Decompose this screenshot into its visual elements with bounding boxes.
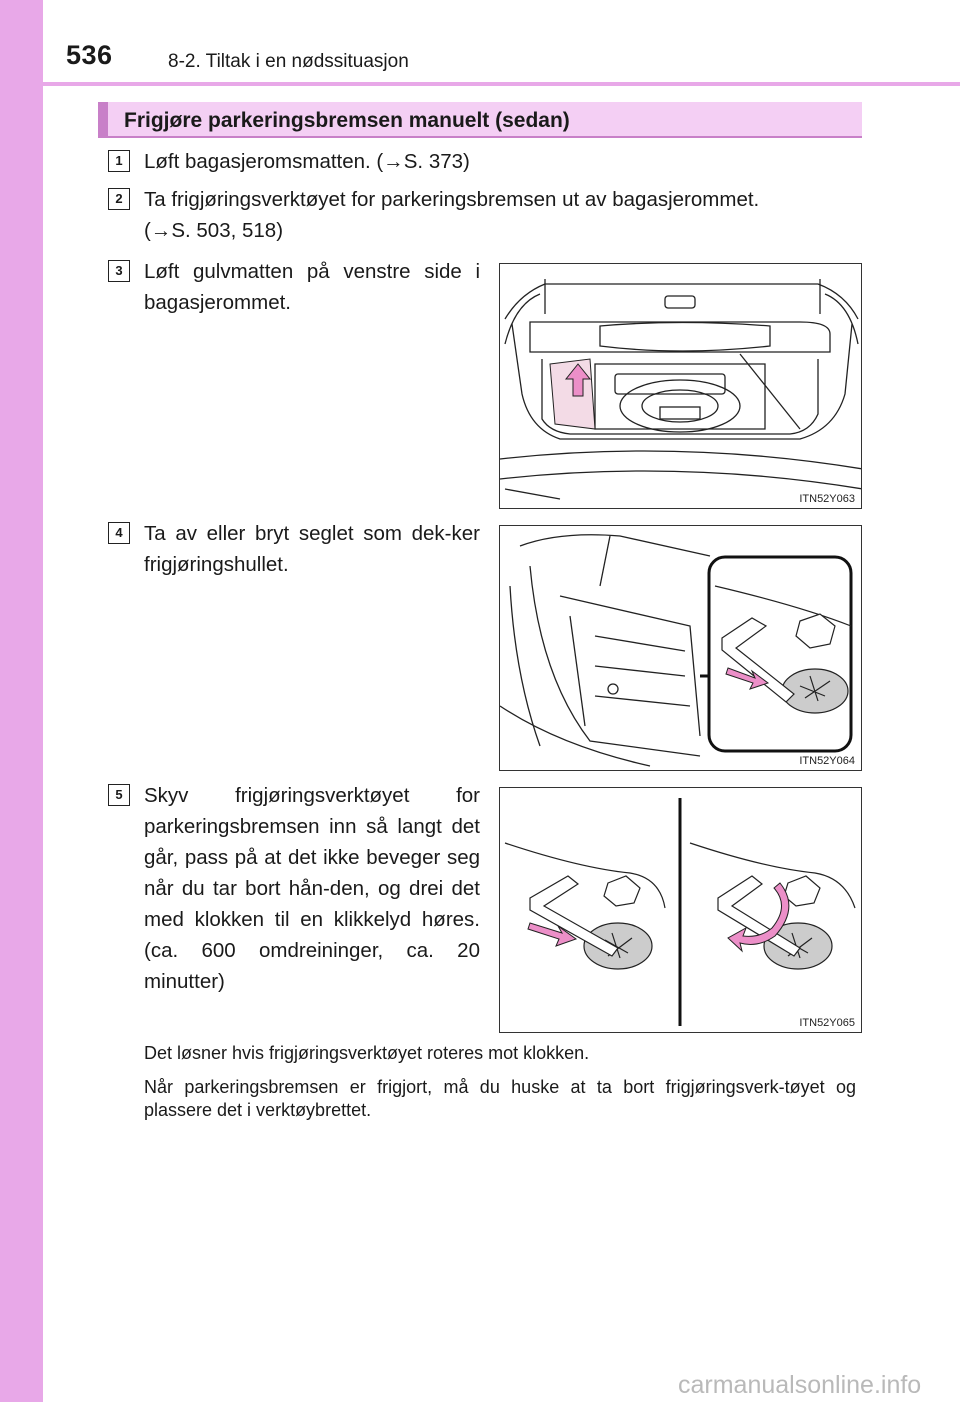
step-text-2-line-1: Ta frigjøringsverktøyet for parkeringsbremsen ut av bagasjerommet.	[144, 188, 760, 211]
procedure-title-box	[98, 102, 862, 138]
figure-trunk-floor	[499, 263, 862, 509]
procedure-title: Frigjøre parkeringsbremsen manuelt (sedan)	[124, 109, 570, 132]
step-number-3: 3	[108, 260, 130, 282]
figure-code-3: ITN52Y065	[799, 1017, 855, 1029]
step-text-5: Skyv frigjøringsverktøyet for parkeringsbremsen inn så langt det går, pass på at det ikke beveger seg når du tar bort hån-den, og drei det med klokken til en klikkelyd høres. (ca. 600 omdreininger, ca. 20 minutter)	[144, 784, 480, 993]
seal-illustration	[500, 526, 862, 771]
step-text-2-line-2: (→S. 503, 518)	[144, 219, 284, 242]
tool-rotation-illustration	[500, 788, 862, 1033]
step-number-1: 1	[108, 150, 130, 172]
step-text-1: Løft bagasjeromsmatten. (→S. 373)	[144, 150, 470, 173]
watermark: carmanualsonline.info	[678, 1371, 922, 1399]
chapter-sidebar	[0, 0, 43, 1402]
step-text-3: Løft gulvmatten på venstre side i bagasjerommet.	[144, 260, 480, 314]
step-text-4: Ta av eller bryt seglet som dek-ker frigjøringshullet.	[144, 522, 480, 576]
figure-code-2: ITN52Y064	[799, 755, 855, 767]
header-divider	[43, 82, 960, 86]
figure-code-1: ITN52Y063	[799, 493, 855, 505]
trunk-illustration	[500, 264, 862, 509]
page-number: 536	[66, 40, 113, 70]
note-remove-tool: Når parkeringsbremsen er frigjort, må du huske at ta bort frigjøringsverk-tøyet og plassere det i verktøybrettet.	[144, 1077, 856, 1120]
figure-turn-tool	[499, 787, 862, 1033]
figure-release-hole	[499, 525, 862, 771]
step-number-5: 5	[108, 784, 130, 806]
step-number-4: 4	[108, 522, 130, 544]
step-number-2: 2	[108, 188, 130, 210]
note-counterclockwise: Det løsner hvis frigjøringsverktøyet roteres mot klokken.	[144, 1043, 590, 1063]
section-title: 8-2. Tiltak i en nødssituasjon	[168, 51, 409, 72]
